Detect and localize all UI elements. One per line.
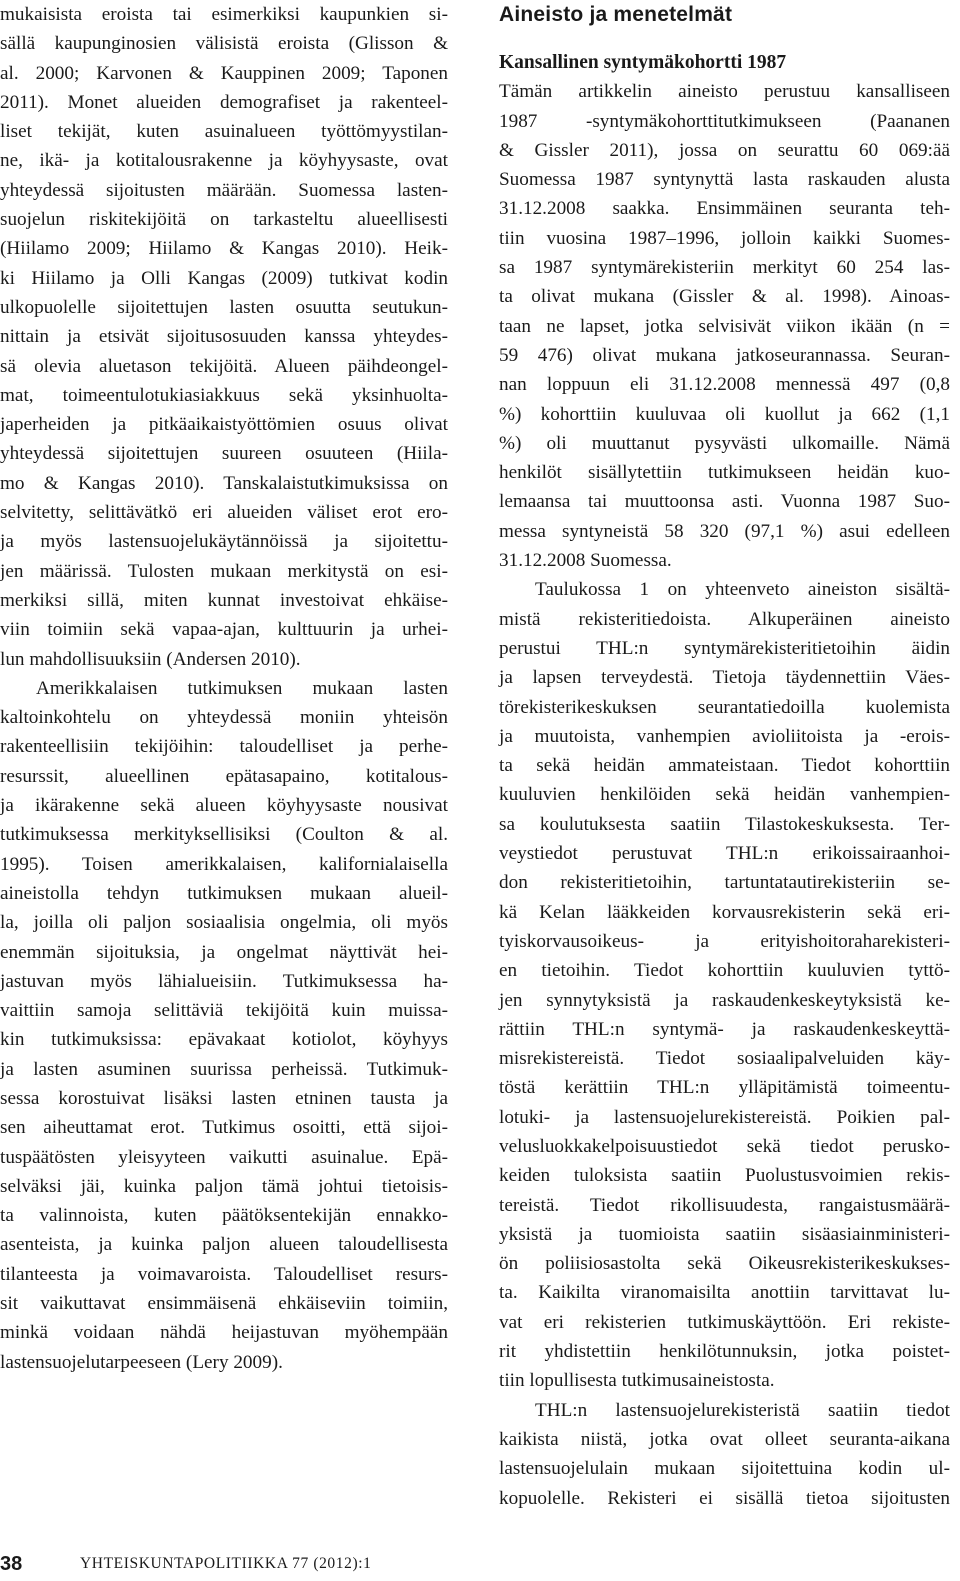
section-heading: Aineisto ja menetelmät	[499, 3, 733, 26]
text-line: aineistolla tehdyn tutkimuksen mukaan alueil-	[0, 882, 448, 904]
text-line: mo & Kangas 2010). Tanskalaistutkimuksissa on	[0, 472, 448, 494]
text-line: tyiskorvausoikeus- ja erityishoitoraharekisteri-	[499, 930, 950, 952]
text-line: THL:n lastensuojelurekisteristä saatiin tiedot	[535, 1399, 950, 1421]
text-line: ki Hiilamo ja Olli Kangas (2009) tutkivat kodin	[0, 267, 448, 289]
text-line: tereistä. Tiedot rikollisuudesta, rangaistusmäärä-	[499, 1194, 950, 1216]
text-line: la, joilla oli paljon sosiaalisia ongelmia, oli myös	[0, 912, 448, 934]
text-line: ta valinnoista, kuten päätöksentekijän ennakko-	[0, 1205, 448, 1227]
right-paragraph-2	[499, 575, 950, 1395]
text-line: nittain ja etsivät sijoitusosuuden kanssa yhteydes-	[0, 326, 448, 348]
right-column	[499, 0, 950, 1513]
text-line: lun mahdollisuuksiin (Andersen 2010).	[0, 648, 301, 670]
text-line: tutkimuksessa merkityksellisiksi (Coulton & al.	[0, 824, 448, 846]
text-line: vaittiin samoja selittäviä tekijöitä kuin muissa-	[0, 1000, 448, 1022]
text-line: yksistä ja tuomioista saatiin sisäasiainministeri-	[499, 1223, 950, 1245]
text-line: taan ne lapset, jotka selvisivät viikon ikään (n =	[499, 315, 950, 337]
text-line: enemmän sijoituksia, ja ongelmat näyttivät hei-	[0, 941, 448, 963]
text-line: rit yhdistettiin henkilötunnuksin, jotka poistet-	[499, 1341, 950, 1363]
left-paragraph-2	[0, 674, 448, 1377]
text-line: ön poliisiosastolta sekä Oikeusrekisterikeskukses-	[499, 1253, 950, 1275]
text-line: sällä kaupunginosien välisistä eroista (Glisson &	[0, 33, 448, 55]
text-line: ja ikärakenne sekä alueen köyhyysaste nousivat	[0, 795, 448, 817]
text-line: al. 2000; Karvonen & Kauppinen 2009; Taponen	[0, 62, 448, 84]
text-line: minkä voidaan nähdä heijastuvan myöhempään	[0, 1322, 448, 1344]
text-line: tiin vuosina 1987–1996, jolloin kaikki Suomes-	[499, 227, 950, 249]
text-line: kä Kelan lääkkeiden korvausrekisterin sekä eri-	[499, 901, 950, 923]
text-line: ulkopuolelle sijoitettujen lasten osuutta seutukun-	[0, 296, 448, 318]
text-line: selväksi jäi, kuinka paljon tämä johtui tietoisis-	[0, 1175, 448, 1197]
text-line: tuspäätösten yleisyyteen vaikutti asuinalue. Epä-	[0, 1146, 448, 1168]
text-line: suojelun riskitekijöitä on tarkasteltu alueellisesti	[0, 209, 448, 231]
text-line: messa syntyneistä 58 320 (97,1 %) asui edelleen	[499, 520, 950, 542]
text-line: velusluokkakelpoisuustiedot sekä tiedot perusko-	[499, 1135, 950, 1157]
text-line: liset tekijät, kuten asuinalueen työttömyystilan-	[0, 121, 448, 143]
text-line: mat, toimeentulotukiasiakkuus sekä yksinhuolta-	[0, 384, 448, 406]
text-line: kaltoinkohtelu on yhteydessä moniin yhteisön	[0, 707, 448, 729]
journal-name: YHTEISKUNTAPOLITIIKKA 77 (2012):1	[80, 1555, 372, 1572]
text-line: jen määrissä. Tulosten mukaan merkitystä on esi-	[0, 560, 448, 582]
text-line: ta. Kaikilta viranomaisilta anottiin tarvittavat lu-	[499, 1282, 950, 1304]
text-line: törekisterikeskuksen seurantatiedoilla kuolemista	[499, 696, 950, 718]
text-line: merkiksi sillä, miten kunnat investoivat ehkäise-	[0, 589, 448, 611]
text-line: kuuluvien henkilöiden sekä heidän vanhempien-	[499, 784, 950, 806]
text-line: rakenteellisiin tekijöihin: taloudelliset ja perhe-	[0, 736, 448, 758]
page-number: 38	[0, 1552, 23, 1575]
text-line: rättiin THL:n syntymä- ja raskaudenkeskeyttä-	[499, 1018, 950, 1040]
text-line: %) oli muuttanut pysyvästi ulkomaille. Nämä	[499, 432, 950, 454]
text-line: 2011). Monet alueiden demografiset ja rakenteel-	[0, 91, 448, 113]
text-line: & Gissler 2011), jossa on seurattu 60 069:ää	[499, 139, 950, 161]
text-line: Taulukossa 1 on yhteenveto aineiston sisältä-	[535, 579, 950, 601]
text-line: asenteista, ja kuinka paljon alueen taloudellisesta	[0, 1234, 448, 1256]
text-line: 59 476) olivat mukana jatkoseurannassa. Seuran-	[499, 344, 950, 366]
text-line: 31.12.2008 Suomessa.	[499, 550, 672, 572]
text-line: ja lapsen terveydestä. Tietoja täydennettiin Väes-	[499, 667, 950, 689]
text-line: ja myös lastensuojelukäytännöissä ja sijoitettu-	[0, 531, 448, 553]
text-line: sen aiheuttamat erot. Tutkimus osoitti, että sijoi-	[0, 1117, 448, 1139]
text-line: vat eri rekisterien tutkimuskäyttöön. Eri rekiste-	[499, 1311, 950, 1333]
text-line: sa 1987 syntymärekisteriin merkityt 60 254 las-	[499, 257, 950, 279]
text-line: misrekistereistä. Tiedot sosiaalipalveluiden käy-	[499, 1048, 950, 1070]
text-line: en tietoihin. Tiedot kohorttiin kuuluvien tyttö-	[499, 960, 950, 982]
text-line: resurssit, alueellinen epätasapaino, kotitalous-	[0, 765, 448, 787]
text-line: tilanteesta ja voimavaroista. Taloudelliset resurs-	[0, 1263, 448, 1285]
text-line: lastensuojelulain mukaan sijoitettuina kodin ul-	[499, 1458, 950, 1480]
text-line: selvitetty, selittävätkö eri alueiden väliset erot ero-	[0, 502, 448, 524]
text-line: sa koulutuksesta saatiin Tilastokeskuksesta. Ter-	[499, 813, 950, 835]
sub-heading: Kansallinen syntymäkohortti 1987	[499, 52, 787, 73]
text-line: (Hiilamo 2009; Hiilamo & Kangas 2010). Heik-	[0, 238, 448, 260]
text-line: sit vaikuttavat ensimmäisenä ehkäiseviin toimiin,	[0, 1293, 448, 1315]
text-line: jastuvan myös lähialueisiin. Tutkimuksessa ha-	[0, 970, 448, 992]
text-line: töstä kerättiin THL:n ylläpitämistä toimeentu-	[499, 1077, 950, 1099]
text-line: 31.12.2008 saakka. Ensimmäinen seuranta teh-	[499, 198, 950, 220]
text-line: henkilöt sisällytettiin tutkimukseen heidän kuo-	[499, 462, 950, 484]
text-line: ja muutoista, vanhempien avioliitoista ja -erois-	[499, 725, 950, 747]
text-line: kin tutkimuksissa: epävakaat kotiolot, köyhyys	[0, 1029, 448, 1051]
text-line: viin toimiin sekä vapaa-ajan, kulttuurin ja urhei-	[0, 619, 448, 641]
text-line: lastensuojelutarpeeseen (Lery 2009).	[0, 1351, 283, 1373]
text-line: don rekisteritietoihin, tartuntatautirekisteriin se-	[499, 872, 950, 894]
text-line: yhteydessä sijoitusten määrään. Suomessa lasten-	[0, 179, 448, 201]
text-line: Amerikkalaisen tutkimuksen mukaan lasten	[36, 677, 448, 699]
text-line: perustui THL:n syntymärekisteritietoihin äidin	[499, 637, 950, 659]
text-line: keiden tuloksista saatiin Puolustusvoimien rekis-	[499, 1165, 950, 1187]
text-line: veystiedot perustuvat THL:n erikoissairaanhoi-	[499, 843, 950, 865]
right-paragraph-1	[499, 77, 950, 575]
text-line: mukaisista eroista tai esimerkiksi kaupunkien si-	[0, 4, 448, 25]
text-line: sä olevia aluetason tekijöitä. Alueen päihdeongel-	[0, 355, 448, 377]
text-line: %) kohorttiin kuuluvaa oli kuollut ja 662 (1,1	[499, 403, 950, 425]
text-line: 1995). Toisen amerikkalaisen, kalifornialaisella	[0, 853, 448, 875]
text-line: lotuki- ja lastensuojelurekistereistä. Poikien pal-	[499, 1106, 950, 1128]
text-line: Suomessa 1987 syntynyttä lasta raskauden alusta	[499, 169, 950, 191]
text-line: ta olivat mukana (Gissler & al. 1998). Ainoas-	[499, 286, 950, 308]
left-column	[0, 0, 448, 1377]
text-line: kaikista niistä, jotka ovat olleet seuranta-aikana	[499, 1428, 950, 1450]
text-line: lemaansa tai muuttoonsa asti. Vuonna 1987 Suo-	[499, 491, 950, 513]
right-paragraph-3	[499, 1396, 950, 1513]
text-line: yhteydessä sijoitettujen suureen osuuteen (Hiila-	[0, 443, 448, 465]
left-paragraph-1	[0, 0, 448, 674]
text-line: jen synnytyksistä ja raskaudenkeskeytyksistä ke-	[499, 989, 950, 1011]
text-line: mistä rekisteritiedoista. Alkuperäinen aineisto	[499, 608, 950, 630]
text-line: tiin lopullisesta tutkimusaineistosta.	[499, 1370, 775, 1392]
text-line: Tämän artikkelin aineisto perustuu kansalliseen	[499, 81, 950, 103]
text-line: ja lasten asuminen suurissa perheissä. Tutkimuk-	[0, 1058, 448, 1080]
text-line: ne, ikä- ja kotitalousrakenne ja köyhyysaste, ovat	[0, 150, 448, 172]
text-line: ta sekä heidän ammateistaan. Tiedot kohorttiin	[499, 755, 950, 777]
text-line: 1987 -syntymäkohorttitutkimukseen (Paananen	[499, 110, 950, 132]
text-line: japerheiden ja pitkäaikaistyöttömien osuus olivat	[0, 414, 448, 436]
text-line: sessa korostuivat lisäksi lasten etninen tausta ja	[0, 1087, 448, 1109]
text-line: nan loppuun eli 31.12.2008 mennessä 497 (0,8	[499, 374, 950, 396]
page-footer	[0, 1547, 960, 1581]
text-line: kopuolelle. Rekisteri ei sisällä tietoa sijoitusten	[499, 1487, 950, 1509]
